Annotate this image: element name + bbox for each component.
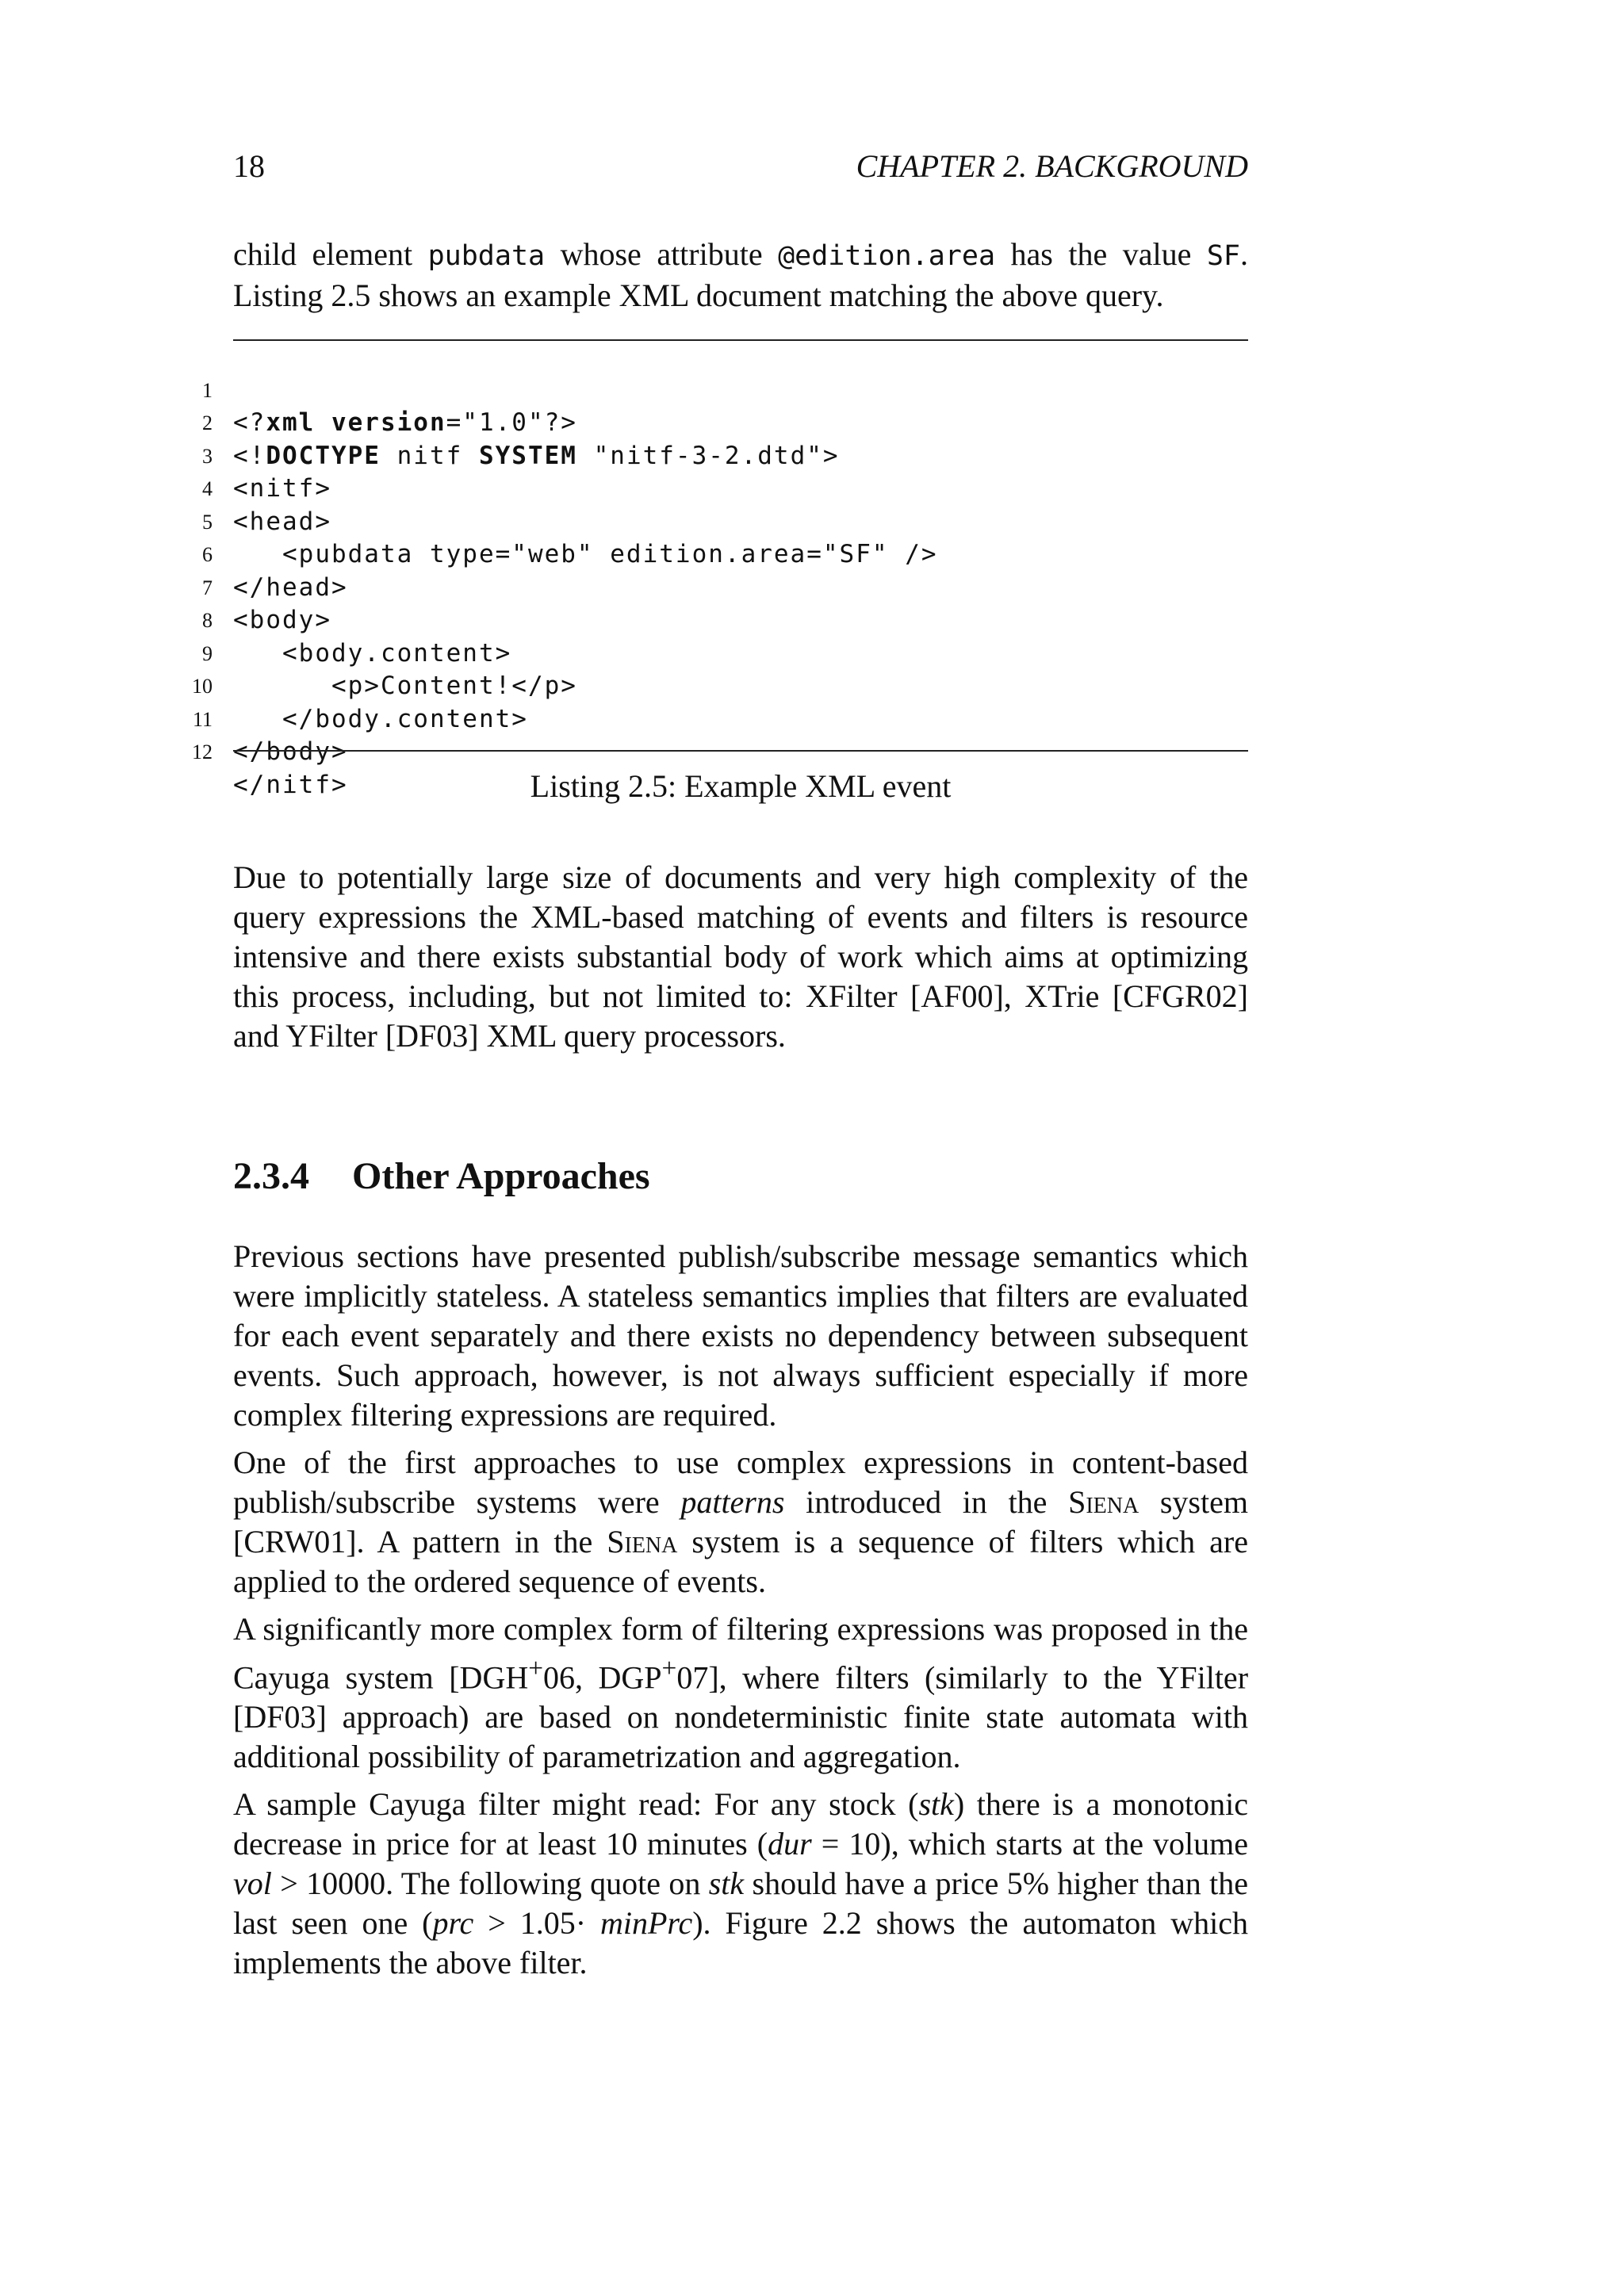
section-body — [233, 1237, 1248, 1983]
line-number: 11 — [192, 707, 213, 731]
intro-paragraph: child element pubdata whose attribute @edition.area has the value SF. Listing 2.5 shows an example XML document matching the above query. — [233, 236, 1248, 313]
code-line: 8 <body.content> — [186, 572, 1248, 605]
section-number: 2.3.4 — [233, 1155, 309, 1197]
line-number: 12 — [192, 740, 213, 763]
inline-code-pubdata: pubdata — [427, 240, 546, 272]
running-head: CHAPTER 2. BACKGROUND — [856, 148, 1248, 184]
line-number: 10 — [192, 675, 213, 698]
line-number: 6 — [202, 543, 213, 566]
body-paragraph: A significantly more complex form of filtering expressions was proposed in the Cayuga system [DGH+06, DGP+07], where filters (similarly to the YFilter [DF03] approach) are based on nondeterministic finite state automata with additional possibility of parametrization and aggregation. — [233, 1611, 1249, 1775]
line-number: 7 — [202, 576, 213, 599]
code-line: 10 </body.content> — [186, 637, 1248, 671]
line-number: 1 — [202, 378, 213, 402]
listing-bottom-rule — [233, 750, 1248, 752]
line-number: 2 — [202, 411, 213, 434]
body-paragraph: Previous sections have presented publish/subscribe message semantics which were implicitly stateless. A stateless semantics implies that filters are evaluated for each event separately and there exists no dependency between subsequent events. Such approach, however, is not always sufficient especially if more complex filtering expressions are required. — [233, 1238, 1248, 1433]
line-number: 3 — [202, 444, 213, 468]
line-number: 8 — [202, 609, 213, 632]
page-number: 18 — [233, 148, 265, 184]
code-line: 7 <body> — [186, 538, 1248, 572]
section-title: Other Approaches — [352, 1155, 650, 1197]
body-paragraph: A sample Cayuga filter might read: For any stock (stk) there is a monotonic decrease in price for at least 10 minutes (dur = 10), which starts at the volume vol > 10000. The following quote on stk should have a price 5% higher than the last seen one (prc > 1.05· minPrc). Figure 2.2 shows the automaton which implements the above filter. — [233, 1786, 1249, 1981]
code-line: 1 <?xml version="1.0"?> — [186, 341, 1248, 374]
code-line: 5 <pubdata type="web" edition.area="SF" /> — [186, 473, 1248, 506]
line-number: 4 — [202, 477, 213, 500]
inline-code-attribute: @edition.area — [778, 240, 996, 272]
code-line: 4 <head> — [186, 440, 1248, 473]
inline-code-value: SF — [1206, 240, 1240, 272]
code-line: 9 <p>Content!</p> — [186, 604, 1248, 637]
section-heading — [233, 1154, 650, 1198]
body-paragraph: One of the first approaches to use complex expressions in content-based publish/subscribe systems were patterns introduced in the Siena system [CRW01]. A pattern in the Siena system is a sequence of filters which are applied to the ordered sequence of events. — [233, 1445, 1248, 1599]
code-line: 2 <!DOCTYPE nitf SYSTEM "nitf-3-2.dtd"> — [186, 374, 1248, 408]
code-line: 12 </nitf> — [186, 703, 1248, 737]
xml-matching-paragraph: Due to potentially large size of documents and very high complexity of the query expressions the XML-based matching of events and filters is resource intensive and there exists substantial body of work which aims at optimizing this process, including, but not limited to: XFilter [AF00], XTrie [CFGR02] and YFilter [DF03] XML query processors. — [233, 859, 1248, 1054]
code-line: 6 </head> — [186, 506, 1248, 539]
listing-caption: Listing 2.5: Example XML event — [530, 768, 952, 804]
code-line: 3 <nitf> — [186, 407, 1248, 440]
page-header — [233, 147, 1248, 189]
code-line: 11 </body> — [186, 670, 1248, 703]
line-number: 5 — [202, 510, 213, 534]
line-number: 9 — [202, 641, 213, 665]
